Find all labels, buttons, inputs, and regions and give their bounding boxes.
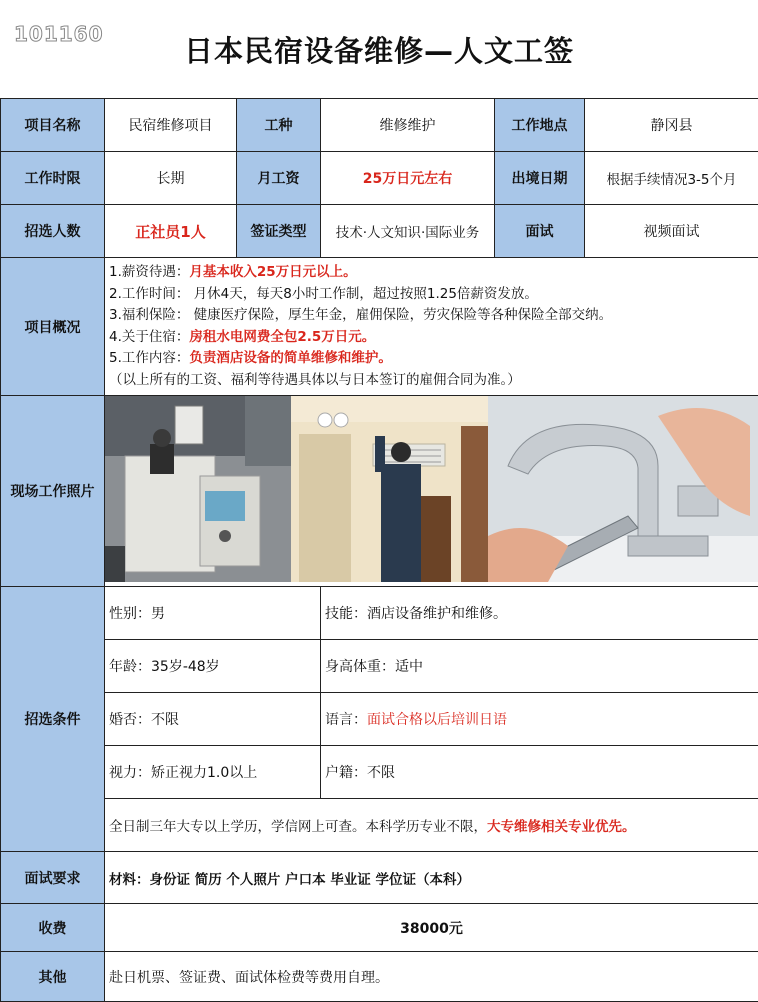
req-skill: 技能：酒店设备维护和维修。 xyxy=(321,587,758,640)
label-monthly-salary: 月工资 xyxy=(237,152,321,205)
value-interview: 视频面试 xyxy=(585,205,758,258)
req-vision: 视力：矫正视力1.0以上 xyxy=(105,746,321,799)
page-title: 日本民宿设备维修—人文工签 xyxy=(0,0,758,98)
value-headcount: 正社员1人 xyxy=(105,205,237,258)
label-other: 其他 xyxy=(1,952,105,1002)
table-row xyxy=(1,152,758,205)
watermark: 101160 xyxy=(14,22,104,46)
table-row xyxy=(1,258,758,396)
label-duration: 工作时限 xyxy=(1,152,105,205)
value-project-name: 民宿维修项目 xyxy=(105,99,237,152)
label-interview-requirements: 面试要求 xyxy=(1,852,105,904)
overview-line-highlight: 房租水电网费全包2.5万日元。 xyxy=(189,329,375,345)
table-row xyxy=(1,205,758,258)
photo-water-heater-unit xyxy=(105,396,291,586)
label-headcount: 招选人数 xyxy=(1,205,105,258)
value-job-type: 维修维护 xyxy=(321,99,495,152)
photo-faucet-wrench xyxy=(488,396,758,586)
value-duration: 长期 xyxy=(105,152,237,205)
label-interview: 面试 xyxy=(495,205,585,258)
table-row xyxy=(1,904,758,952)
photo-ac-vent-repair xyxy=(291,396,489,586)
req-education-highlight: 大专维修相关专业优先。 xyxy=(487,819,636,835)
value-location: 静冈县 xyxy=(585,99,758,152)
overview-line-highlight: 负责酒店设备的简单维修和维护。 xyxy=(189,350,392,366)
label-location: 工作地点 xyxy=(495,99,585,152)
req-language-value: 面试合格以后培训日语 xyxy=(367,712,507,728)
req-marital: 婚否：不限 xyxy=(105,693,321,746)
overview-line: 3.福利保险： 健康医疗保险，厚生年金，雇佣保险，劳灾保险等各种保险全部交纳。 xyxy=(109,305,754,327)
overview-line-label: 1.薪资待遇： xyxy=(109,264,189,280)
req-gender: 性别：男 xyxy=(105,587,321,640)
table-row xyxy=(1,640,758,693)
overview-line: （以上所有的工资、福利等待遇具体以与日本签订的雇佣合同为准。） xyxy=(109,370,754,392)
req-hukou: 户籍：不限 xyxy=(321,746,758,799)
fee-value: 38000元 xyxy=(105,904,758,952)
site-photos xyxy=(105,396,758,587)
label-departure-date: 出境日期 xyxy=(495,152,585,205)
other-value: 赴日机票、签证费、面试体检费等费用自理。 xyxy=(105,952,758,1002)
overview-line xyxy=(109,348,754,370)
overview-line xyxy=(109,262,754,284)
interview-materials: 材料：身份证 简历 个人照片 户口本 毕业证 学位证（本科） xyxy=(105,852,758,904)
info-table xyxy=(0,98,758,1002)
overview-content xyxy=(105,258,758,396)
label-site-photos: 现场工作照片 xyxy=(1,396,105,587)
overview-line: 2.工作时间： 月休4天，每天8小时工作制，超过按照1.25倍薪资发放。 xyxy=(109,284,754,306)
table-row xyxy=(1,693,758,746)
label-overview: 项目概况 xyxy=(1,258,105,396)
label-visa-type: 签证类型 xyxy=(237,205,321,258)
table-row xyxy=(1,99,758,152)
req-age: 年龄：35岁-48岁 xyxy=(105,640,321,693)
value-visa-type: 技术·人文知识·国际业务 xyxy=(321,205,495,258)
table-row xyxy=(1,587,758,640)
table-row xyxy=(1,799,758,852)
req-education-text: 全日制三年大专以上学历，学信网上可查。本科学历专业不限， xyxy=(109,819,487,835)
overview-line-highlight: 月基本收入25万日元以上。 xyxy=(189,264,356,280)
table-row xyxy=(1,396,758,587)
label-fee: 收费 xyxy=(1,904,105,952)
table-row xyxy=(1,746,758,799)
label-job-type: 工种 xyxy=(237,99,321,152)
value-departure-date: 根据手续情况3-5个月 xyxy=(585,152,758,205)
req-height-weight: 身高体重：适中 xyxy=(321,640,758,693)
table-row xyxy=(1,952,758,1002)
overview-line-label: 4.关于住宿： xyxy=(109,329,189,345)
table-row xyxy=(1,852,758,904)
label-requirements: 招选条件 xyxy=(1,587,105,852)
overview-line xyxy=(109,327,754,349)
req-language-label: 语言： xyxy=(325,712,367,728)
value-monthly-salary: 25万日元左右 xyxy=(321,152,495,205)
label-project-name: 项目名称 xyxy=(1,99,105,152)
req-language xyxy=(321,693,758,746)
overview-line-label: 5.工作内容： xyxy=(109,350,189,366)
req-education xyxy=(105,799,758,852)
